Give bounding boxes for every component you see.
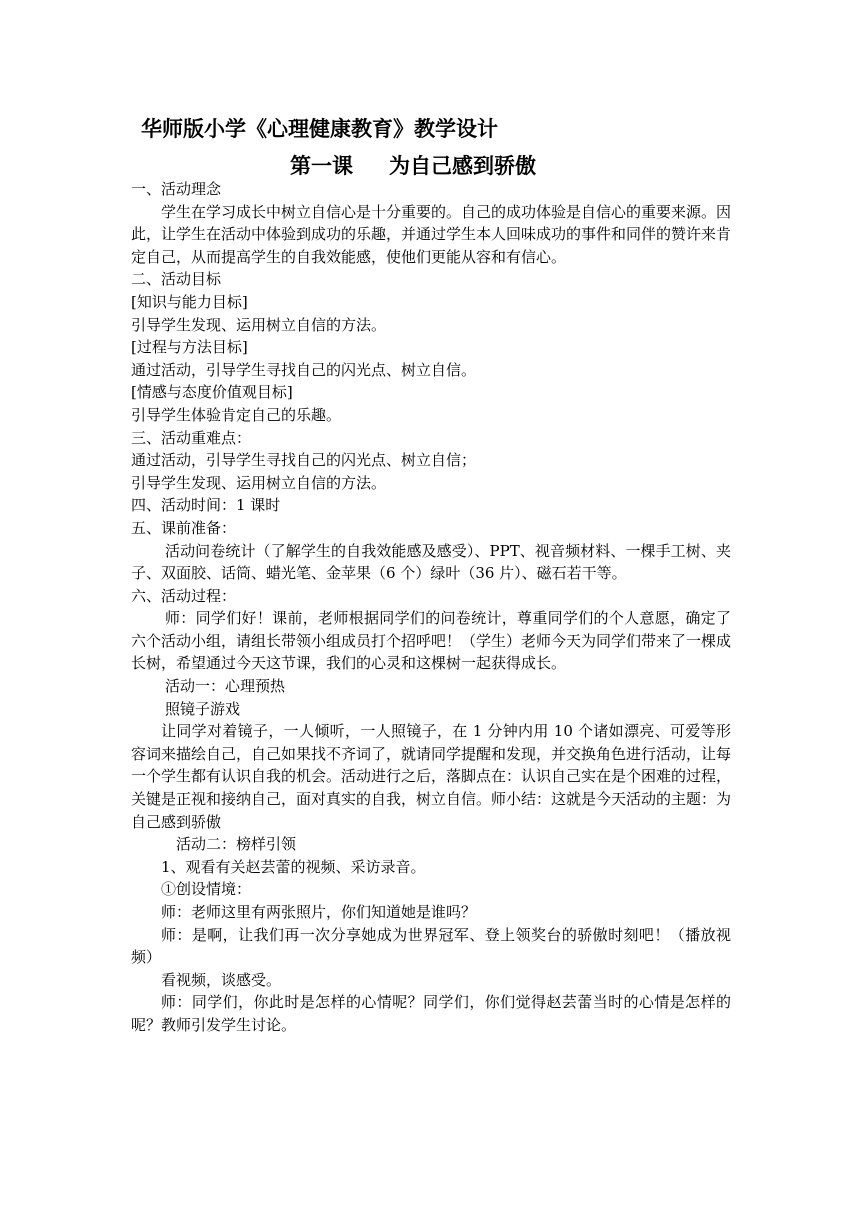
section-heading: 四、活动时间：1 课时 [131,496,281,515]
paragraph: 活动问卷统计（了解学生的自我效能感及感受）、PPT、视音频材料、一棵手工树、夹子、双面胶、话筒、蜡光笔、金苹果（6 个）绿叶（36 片）、磁石若干等。 [131,541,731,583]
paragraph: 师：同学们好！课前，老师根据同学们的问卷统计，尊重同学们的个人意愿，确定了六个活动小组，请组长带领小组成员打个招呼吧！（学生）老师今天为同学们带来了一棵成长树，希望通过今天这节课，我们的心灵和这棵树一起获得成长。 [131,609,732,673]
document-body [131,178,731,1037]
paragraph: 1、观看有关赵芸蕾的视频、采访录音。 [161,857,426,876]
paragraph: 学生在学习成长中树立自信心是十分重要的。自己的成功体验是自信心的重要来源。因此，让学生在活动中体验到成功的乐趣，并通过学生本人回味成功的事件和同伴的赞许来肯定自己，从而提高学生的自我效能感，使他们更能从容和有信心。 [131,202,732,266]
paragraph: 看视频，谈感受。 [161,970,282,989]
section-heading: 五、课前准备： [131,518,237,537]
activity-heading: 活动一：心理预热 [165,677,286,696]
subheading: [知识与能力目标] [131,292,248,311]
subheading: [情感与态度价值观目标] [131,383,293,402]
section-heading: 二、活动目标 [131,270,222,289]
paragraph: 师：老师这里有两张照片，你们知道她是谁吗？ [161,903,477,921]
paragraph: 师：同学们，你此时是怎样的心情呢？同学们，你们觉得赵芸蕾当时的心情是怎样的呢？教师引发学生讨论。 [131,993,731,1034]
paragraph: 引导学生体验肯定自己的乐趣。 [131,405,342,424]
paragraph: 通过活动，引导学生寻找自己的闪光点、树立自信； [131,451,477,470]
paragraph: 引导学生发现、运用树立自信的方法。 [131,315,387,334]
paragraph: 引导学生发现、运用树立自信的方法。 [131,473,387,492]
paragraph: 让同学对着镜子，一人倾听，一人照镜子，在 1 分钟内用 10 个诸如漂亮、可爱等形容词来描绘自己，自己如果找不齐词了，就请同学提醒和发现，并交换角色进行活动，让每一个学生都有认识自我的机会。活动进行之后，落脚点在：认识自己实在是个困难的过程，关键是正视和接纳自己，面对真实的自我，树立自信。师小结：这就是今天活动的主题：为自己感到骄傲 [131,722,732,831]
lesson-title: 为自己感到骄傲 [389,154,536,178]
subheading: [过程与方法目标] [131,338,248,357]
section-heading: 三、活动重难点： [131,428,252,447]
section-heading: 一、活动理念 [131,180,222,198]
document-title: 华师版小学《心理健康教育》教学设计 [141,117,498,141]
lesson-number: 第一课 [290,154,353,178]
paragraph: 通过活动，引导学生寻找自己的闪光点、树立自信。 [131,360,477,379]
paragraph: ①创设情境： [161,880,252,899]
lesson-heading [290,150,536,180]
section-heading: 六、活动过程： [131,586,237,605]
paragraph: 师：是啊，让我们再一次分享她成为世界冠军、登上领奖台的骄傲时刻吧！（播放视频） [131,925,731,967]
activity-heading: 活动二：榜样引领 [176,835,297,854]
activity-subheading: 照镜子游戏 [165,699,241,718]
